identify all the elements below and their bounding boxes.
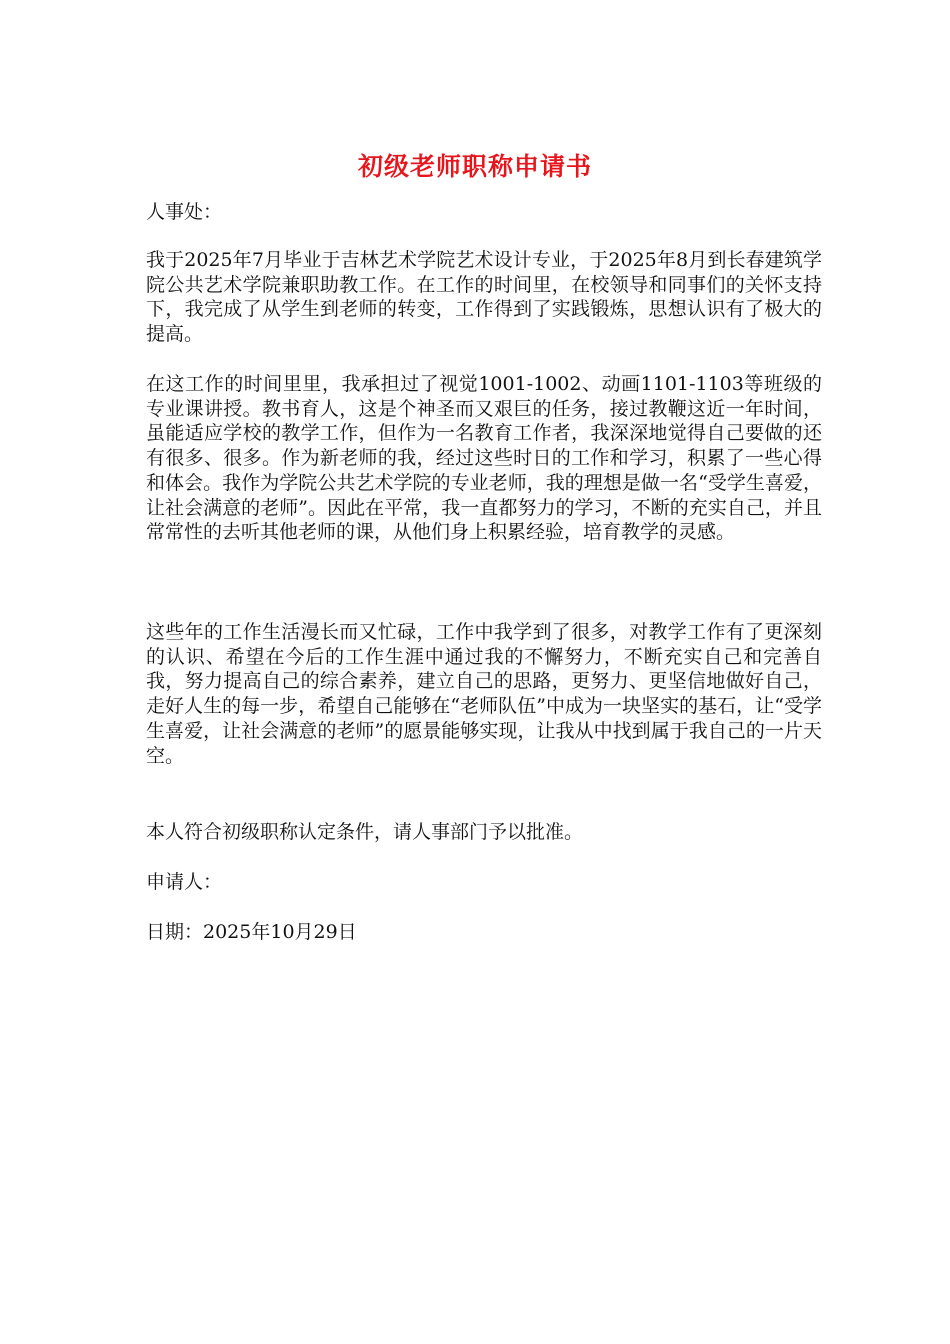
paragraph-4: 本人符合初级职称认定条件，请人事部门予以批准。 — [146, 821, 584, 843]
greeting-line: 人事处： — [146, 201, 223, 223]
document-title: 初级老师职称申请书 — [357, 151, 592, 181]
paragraph-1: 我于2025年7月毕业于吉林艺术学院艺术设计专业，于2025年8月到长春建筑学院公共艺术学院兼职助教工作。在工作的时间里，在校领导和同事们的关怀支持下，我完成了从学生到老师的转变，工作得到了实践锻炼，思想认识有了极大的提高。 — [146, 249, 822, 346]
applicant-label: 申请人： — [146, 871, 223, 893]
date-line: 日期：2025年10月29日 — [146, 921, 357, 943]
paragraph-3: 这些年的工作生活漫长而又忙碌，工作中我学到了很多，对教学工作有了更深刻的认识、希望在今后的工作生涯中通过我的不懈努力，不断充实自己和完善自我，努力提高自己的综合素养，建立自己的思路，更努力、更坚信地做好自己，走好人生的每一步，希望自己能够在“老师队伍”中成为一块坚实的基石，让“受学生喜爱，让社会满意的老师”的愿景能够实现，让我从中找到属于我自己的一片天空。 — [146, 621, 822, 767]
paragraph-2: 在这工作的时间里里，我承担过了视觉1001-1002、动画1101-1103等班级的专业课讲授。教书育人，这是个神圣而又艰巨的任务，接过教鞭这近一年时间，虽能适应学校的教学工作，但作为一名教育工作者，我深深地觉得自己要做的还有很多、很多。作为新老师的我，经过这些时日的工作和学习，积累了一些心得和体会。我作为学院公共艺术学院的专业老师，我的理想是做一名“受学生喜爱，让社会满意的老师”。因此在平常，我一直都努力的学习，不断的充实自己，并且常常性的去听其他老师的课，从他们身上积累经验，培育教学的灵感。 — [146, 373, 822, 544]
